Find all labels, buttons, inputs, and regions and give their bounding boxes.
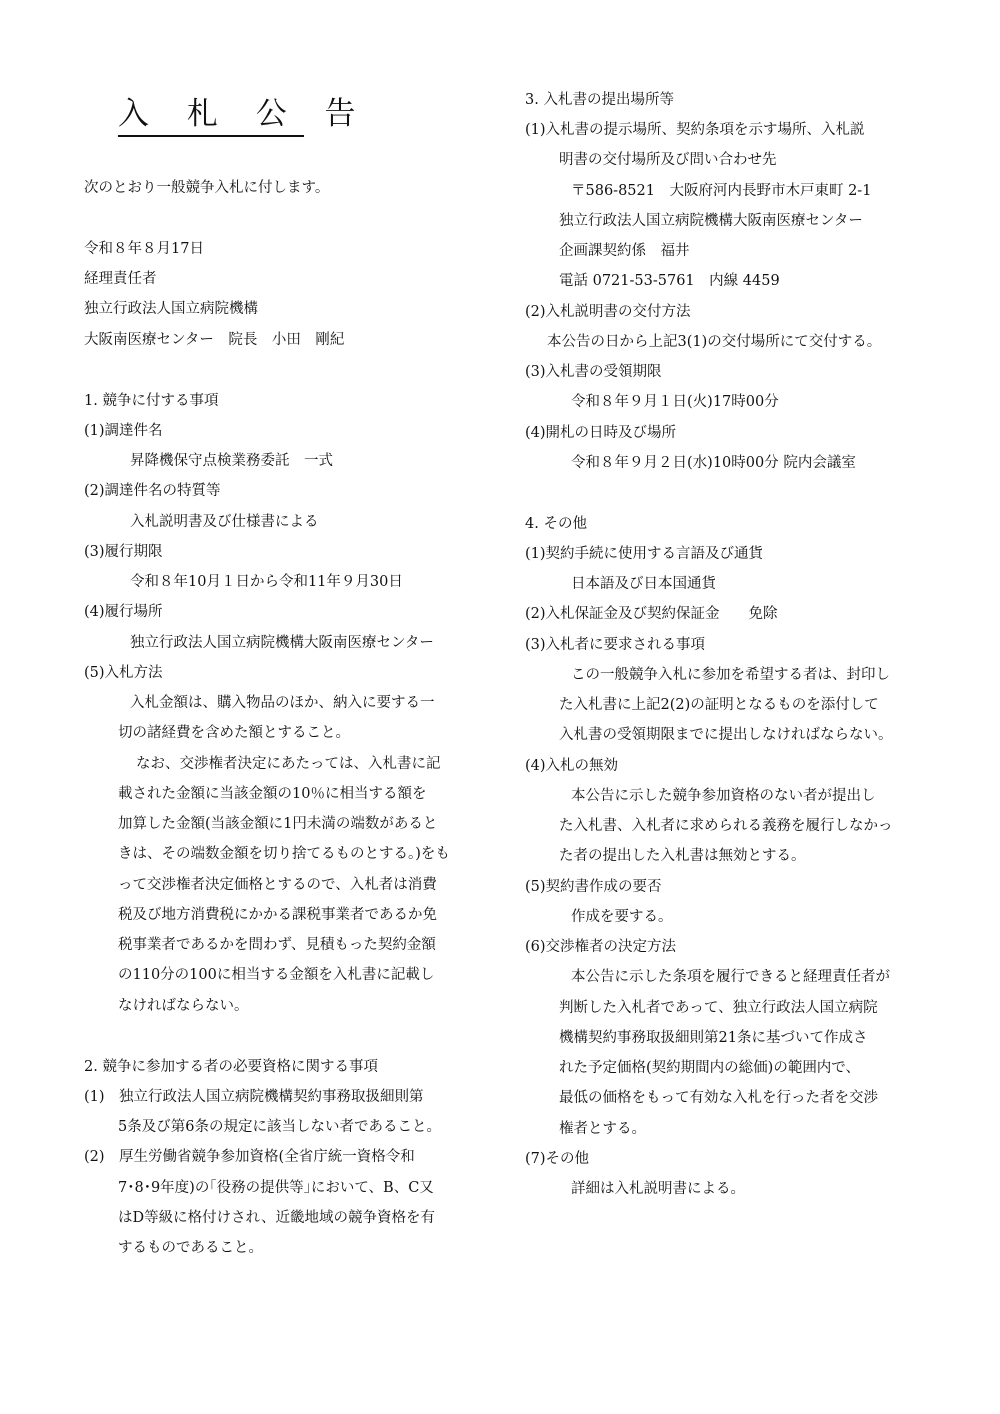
right-text-line: 本公告に示した条項を履行できると経理責任者が	[571, 969, 890, 985]
left-text-line: 税及び地方消費税にかかる課税事業者であるか免	[118, 907, 437, 923]
right-text-line: 3. 入札書の提出場所等	[525, 92, 674, 108]
right-text-line: 令和８年９月２日(水)10時00分 院内会議室	[571, 455, 856, 471]
right-text-line: (2)入札保証金及び契約保証金 免除	[525, 606, 778, 622]
left-text-line: って交渉権者決定価格とするので、入札者は消費	[118, 877, 437, 893]
right-text-line: 本公告の日から上記3(1)の交付場所にて交付する。	[547, 334, 882, 350]
left-text-line: 入札金額は、購入物品のほか、納入に要する一	[130, 695, 435, 711]
right-text-line: この一般競争入札に参加を希望する者は、封印し	[571, 667, 890, 683]
left-text-line: 5条及び第6条の規定に該当しない者であること。	[118, 1119, 441, 1135]
right-text-line: (4)入札の無効	[525, 758, 619, 774]
right-text-line: (3)入札者に要求される事項	[525, 637, 706, 653]
left-text-line: 7･8･9年度)の｢役務の提供等｣において、B、C又	[118, 1180, 434, 1196]
left-text-line: 2. 競争に参加する者の必要資格に関する事項	[84, 1059, 378, 1075]
right-text-line: 権者とする。	[559, 1121, 646, 1137]
left-text-line: (1)調達件名	[84, 423, 163, 439]
left-text-line: の110分の100に相当する金額を入札書に記載し	[118, 967, 435, 983]
left-text-line: なければならない。	[118, 998, 249, 1014]
right-text-line: 作成を要する。	[571, 909, 673, 925]
right-text-line: 企画課契約係 福井	[559, 243, 690, 259]
left-text-line: 次のとおり一般競争入札に付します。	[84, 180, 330, 196]
right-text-line: 4. その他	[525, 516, 587, 532]
left-text-line: (2) 厚生労働省競争参加資格(全省庁統一資格令和	[84, 1149, 415, 1165]
right-text-line: (6)交渉権者の決定方法	[525, 939, 677, 955]
left-text-line: 令和８年10月１日から令和11年９月30日	[130, 574, 403, 590]
left-text-line: 大阪南医療センター 院長 小田 剛紀	[84, 332, 345, 348]
right-text-line: (2)入札説明書の交付方法	[525, 304, 691, 320]
left-text-line: 独立行政法人国立病院機構	[84, 301, 258, 317]
left-text-line: 令和８年８月17日	[84, 241, 204, 257]
left-text-line: (4)履行場所	[84, 604, 163, 620]
right-text-line: (1)入札書の提示場所、契約条項を示す場所、入札説	[525, 122, 865, 138]
left-text-line: 加算した金額(当該金額に1円未満の端数があると	[118, 816, 438, 832]
left-text-line: 入札説明書及び仕様書による	[130, 514, 319, 530]
right-text-line: 判断した入札者であって、独立行政法人国立病院	[559, 1000, 878, 1016]
right-text-line: 独立行政法人国立病院機構大阪南医療センター	[559, 213, 863, 229]
left-text-line: (2)調達件名の特質等	[84, 483, 221, 499]
right-text-line: 本公告に示した競争参加資格のない者が提出し	[571, 788, 876, 804]
right-text-line: (7)その他	[525, 1151, 590, 1167]
left-text-line: はD等級に格付けされ、近畿地域の競争資格を有	[118, 1210, 435, 1226]
right-text-line: 機構契約事務取扱細則第21条に基づいて作成さ	[559, 1030, 868, 1046]
left-text-line: 1. 競争に付する事項	[84, 393, 219, 409]
left-text-line: 税事業者であるかを問わず、見積もった契約金額	[118, 937, 436, 953]
right-text-line: 最低の価格をもって有効な入札を行った者を交渉	[559, 1090, 878, 1106]
right-text-line: 電話 0721-53-5761 内線 4459	[559, 273, 780, 289]
right-text-line: 〒586-8521 大阪府河内長野市木戸東町 2-1	[571, 183, 872, 199]
left-text-line: (3)履行期限	[84, 544, 163, 560]
left-text-line: 切の諸経費を含めた額とすること。	[118, 725, 350, 741]
left-text-line: するものであること。	[118, 1240, 263, 1256]
right-text-line: れた予定価格(契約期間内の総価)の範囲内で、	[559, 1060, 861, 1076]
document-title: 入 札 公 告	[118, 93, 304, 137]
right-text-line: (4)開札の日時及び場所	[525, 425, 677, 441]
right-text-line: 明書の交付場所及び問い合わせ先	[559, 152, 777, 168]
left-text-line: きは、その端数金額を切り捨てるものとする。)をも	[118, 846, 450, 862]
left-text-line: 載された金額に当該金額の10％に相当する額を	[118, 786, 427, 802]
right-text-line: 詳細は入札説明書による。	[571, 1181, 745, 1197]
left-text-line: (1) 独立行政法人国立病院機構契約事務取扱細則第	[84, 1089, 424, 1105]
right-text-line: (5)契約書作成の要否	[525, 879, 662, 895]
right-text-line: た者の提出した入札書は無効とする。	[559, 848, 806, 864]
right-text-line: た入札書に上記2(2)の証明となるものを添付して	[559, 697, 879, 713]
right-text-line: 入札書の受領期限までに提出しなければならない。	[559, 727, 893, 743]
right-text-line: (3)入札書の受領期限	[525, 364, 662, 380]
left-text-line: 昇降機保守点検業務委託 一式	[130, 453, 333, 469]
left-text-line: (5)入札方法	[84, 665, 163, 681]
left-text-line: なお、交渉権者決定にあたっては、入札書に記	[136, 756, 441, 772]
left-text-line: 独立行政法人国立病院機構大阪南医療センター	[130, 635, 434, 651]
right-text-line: た入札書、入札者に求められる義務を履行しなかっ	[559, 818, 893, 834]
right-text-line: 令和８年９月１日(火)17時00分	[571, 394, 779, 410]
left-text-line: 経理責任者	[84, 271, 157, 287]
right-text-line: (1)契約手続に使用する言語及び通貨	[525, 546, 764, 562]
right-text-line: 日本語及び日本国通貨	[571, 576, 716, 592]
